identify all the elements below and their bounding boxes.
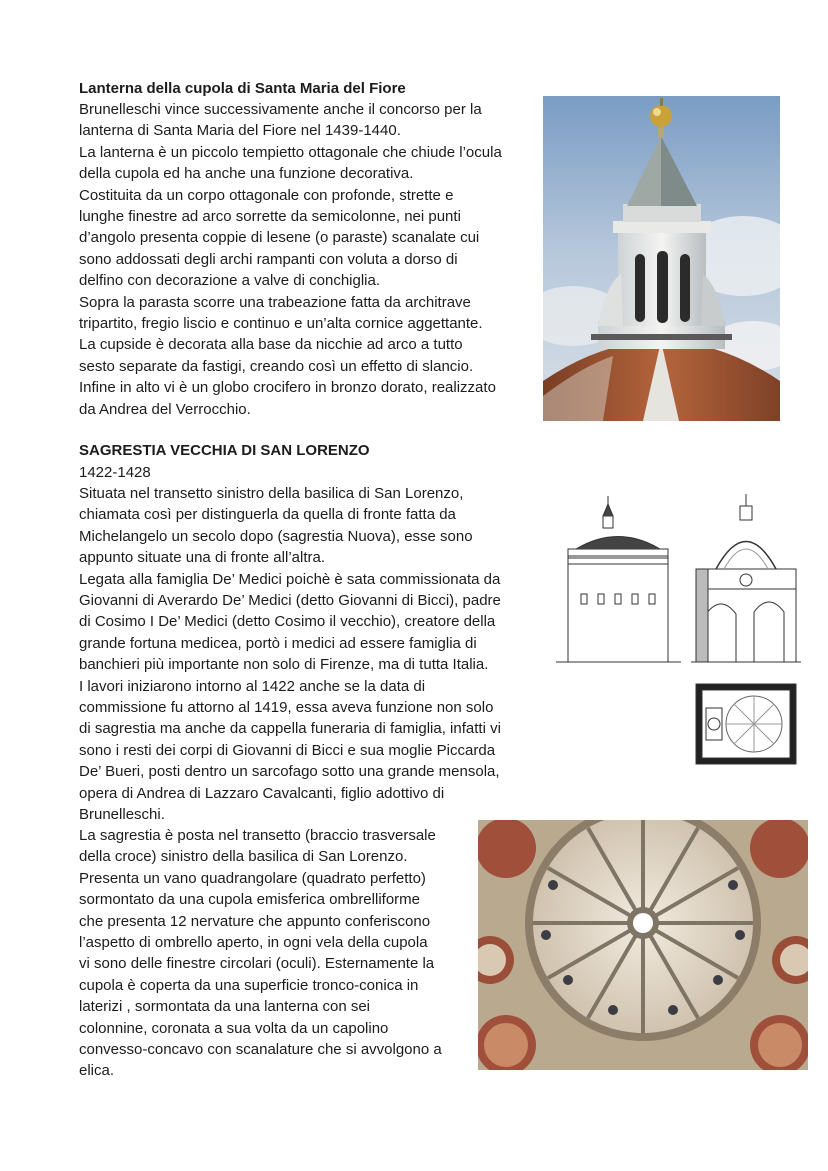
text-line: che presenta 12 nervature che appunto conferiscono: [79, 912, 431, 930]
text-line: Situata nel transetto sinistro della basilica di San Lorenzo,: [79, 485, 464, 502]
section-title-sagrestia: SAGRESTIA VECCHIA DI SAN LORENZO: [79, 442, 370, 459]
text-line: lanterna di Santa Maria del Fiore nel 1439-1440.: [79, 122, 401, 140]
section-dates: 1422-1428: [79, 464, 151, 481]
text-line: opera di Andrea di Lazzaro Cavalcanti, figlio adottivo di: [79, 784, 445, 802]
text-line: Costituita da un corpo ottagonale con profonde, strette e: [79, 186, 454, 204]
text-line: sormontato da una cupola emisferica ombrelliforme: [79, 891, 420, 909]
text-line: Brunelleschi.: [79, 806, 165, 823]
text-line: della cupola ed ha anche una funzione decorativa.: [79, 165, 414, 183]
text-line: l’aspetto di ombrello aperto, in ogni vela della cupola: [79, 934, 428, 951]
text-line: Sopra la parasta scorre una trabeazione fatta da architrave: [79, 293, 471, 311]
text-line: Michelangelo un secolo dopo (sagrestia Nuova), esse sono: [79, 527, 473, 545]
text-line: lunghe finestre ad arco sorrette da semicolonne, nei punti: [79, 208, 461, 225]
text-line: vi sono delle finestre circolari (oculi). Esternamente la: [79, 955, 435, 973]
section-drawing: [691, 494, 801, 662]
text-line: commissione fu attorno al 1419, essa aveva funzione non solo: [79, 699, 494, 716]
text-line: Brunelleschi vince successivamente anche il concorso per la: [79, 101, 482, 118]
text-line: banchieri più importante non solo di Firenze, ma di tutta Italia.: [79, 656, 489, 674]
text-line: appunto situate una di fronte all’altra.: [79, 549, 325, 567]
dome-illustration: [478, 820, 808, 1070]
text-line: sesto separate da fastigi, creando così un effetto di slancio.: [79, 357, 474, 375]
text-line: convesso-concavo con scanalature che si avvolgono a: [79, 1041, 442, 1058]
lantern-photo: [543, 96, 780, 421]
text-line: sono addossati degli archi rampanti con voluta a dorso di: [79, 250, 458, 268]
text-line: I lavori iniziarono intorno al 1422 anche se la data di: [79, 677, 426, 695]
text-line: grande fortuna medicea, portò i medici ad essere famiglia di: [79, 634, 477, 652]
sagrestia-drawings: [556, 494, 806, 770]
text-line: La cupside è decorata alla base da nicchie ad arco a tutto: [79, 336, 463, 354]
text-line: La lanterna è un piccolo tempietto ottagonale che chiude l’ocula: [79, 143, 502, 161]
text-line: di sagrestia ma anche da cappella funeraria di famiglia, infatti vi: [79, 720, 501, 738]
text-line: De’ Bueri, posti dentro un sarcofago sotto una grande mensola,: [79, 763, 500, 781]
text-line: La sagrestia è posta nel transetto (braccio trasversale: [79, 827, 436, 844]
text-line: laterizi , sormontata da una lanterna con sei: [79, 998, 370, 1016]
section-title-lanterna: Lanterna della cupola di Santa Maria del Fiore: [79, 80, 406, 97]
text-line: colonnine, coronata a sua volta da un capolino: [79, 1019, 389, 1037]
text-line: di Cosimo I De’ Medici (detto Cosimo il vecchio), creatore della: [79, 613, 496, 631]
text-line: tripartito, fregio liscio e continuo e un’alta cornice aggettante.: [79, 315, 483, 332]
text-line: da Andrea del Verrocchio.: [79, 400, 251, 418]
text-line: Giovanni di Averardo De’ Medici (detto Giovanni di Bicci), padre: [79, 592, 501, 609]
sagrestia-dome-photo: [478, 820, 808, 1070]
text-line: della croce) sinistro della basilica di San Lorenzo.: [79, 848, 408, 866]
text-line: Presenta un vano quadrangolare (quadrato perfetto): [79, 869, 426, 887]
text-line: Legata alla famiglia De’ Medici poichè è sata commissionata da: [79, 570, 501, 588]
text-line: d’angolo presenta coppie di lesene (o paraste) scanalate cui: [79, 229, 480, 247]
lantern-illustration: [543, 96, 780, 421]
text-line: chiamata così per distinguerla da quella di fronte fatta da: [79, 506, 456, 524]
text-line: sono i resti dei corpi di Giovanni di Bicci e sua moglie Piccarda: [79, 741, 496, 759]
plan-drawing: [696, 684, 796, 764]
text-line: cupola è coperta da una superficie tronco-conica in: [79, 976, 419, 994]
text-line: delfino con decorazione a valve di conchiglia.: [79, 272, 381, 290]
text-line: Infine in alto vi è un globo crocifero in bronzo dorato, realizzato: [79, 379, 496, 397]
text-line: elica.: [79, 1062, 115, 1080]
elevation-drawing: [556, 496, 681, 662]
sagrestia-drawings-illustration: [556, 494, 806, 770]
